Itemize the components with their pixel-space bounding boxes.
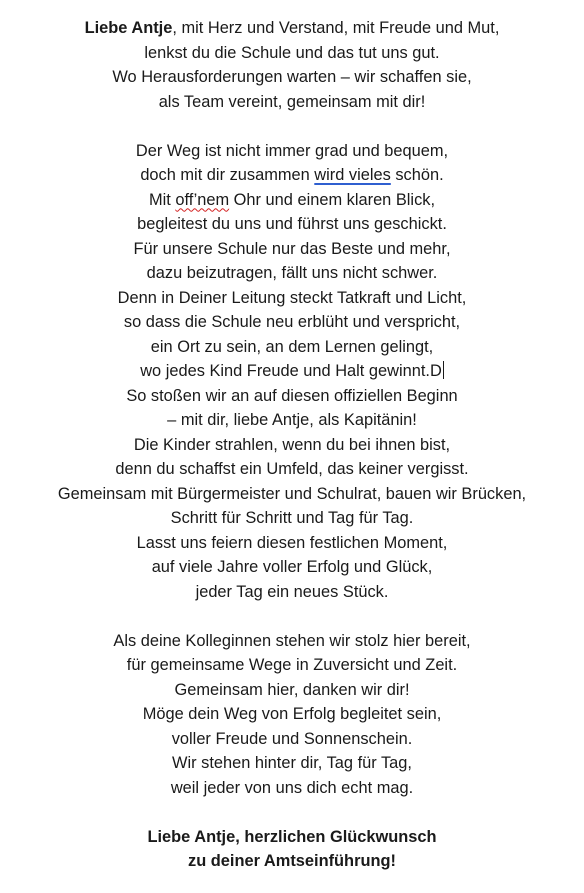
poem-line: begleitest du uns und führst uns geschickt. bbox=[137, 215, 447, 233]
poem-line: Wir stehen hinter dir, Tag für Tag, bbox=[172, 754, 412, 772]
spelling-flagged-word[interactable]: off’nem bbox=[175, 190, 230, 209]
grammar-flagged-text[interactable]: wird vieles bbox=[314, 166, 391, 184]
line-text: Mit bbox=[148, 190, 176, 209]
line-text: Ohr und einem klaren Blick, bbox=[229, 190, 436, 209]
text-cursor bbox=[443, 361, 444, 379]
poem-line: Gemeinsam hier, danken wir dir! bbox=[174, 680, 410, 699]
poem-line: Wo Herausforderungen warten – wir schaffen sie, bbox=[112, 68, 472, 86]
stanza-spacer bbox=[0, 604, 584, 629]
line-text: wo jedes Kind Freude und Halt gewinnt.D bbox=[140, 362, 442, 380]
poem-line: weil jeder von uns dich echt mag. bbox=[170, 778, 414, 797]
closing-greeting bbox=[0, 825, 584, 874]
poem-line bbox=[0, 359, 584, 384]
line-text: , mit Herz und Verstand, mit Freude und Mut, bbox=[172, 19, 500, 37]
stanza-3 bbox=[0, 629, 584, 801]
line-text: doch mit dir zusammen bbox=[140, 166, 315, 184]
poem-line: denn du schaffst ein Umfeld, das keiner vergisst. bbox=[115, 460, 469, 478]
poem-line: lenkst du die Schule und das tut uns gut. bbox=[144, 43, 440, 62]
line-text: schön. bbox=[390, 166, 444, 184]
poem-line: Möge dein Weg von Erfolg begleitet sein, bbox=[142, 705, 442, 723]
poem-line bbox=[0, 188, 584, 213]
poem-line: dazu beizutragen, fällt uns nicht schwer. bbox=[146, 264, 438, 282]
poem-line bbox=[0, 16, 584, 41]
stanza-spacer bbox=[0, 800, 584, 825]
poem-line: Lasst uns feiern diesen festlichen Moment, bbox=[136, 533, 448, 552]
greeting-name: Liebe Antje bbox=[84, 19, 173, 37]
poem-line: – mit dir, liebe Antje, als Kapitänin! bbox=[167, 411, 417, 429]
poem-line bbox=[0, 163, 584, 188]
closing-line: Liebe Antje, herzlichen Glückwunsch bbox=[147, 827, 437, 846]
poem-line: voller Freude und Sonnenschein. bbox=[171, 729, 413, 748]
poem-line: Die Kinder strahlen, wenn du bei ihnen bist, bbox=[133, 435, 451, 454]
poem-line: Gemeinsam mit Bürgermeister und Schulrat, bauen wir Brücken, bbox=[57, 484, 527, 503]
poem-line: Als deine Kolleginnen stehen wir stolz hier bereit, bbox=[113, 631, 471, 650]
poem-line: Denn in Deiner Leitung steckt Tatkraft und Licht, bbox=[117, 288, 467, 307]
closing-line: zu deiner Amtseinführung! bbox=[188, 852, 396, 870]
stanza-1 bbox=[0, 16, 584, 114]
poem-line: als Team vereint, gemeinsam mit dir! bbox=[158, 92, 426, 111]
poem-line: ein Ort zu sein, an dem Lernen gelingt, bbox=[150, 337, 434, 356]
poem-line: Für unsere Schule nur das Beste und mehr, bbox=[133, 239, 451, 258]
poem-line: für gemeinsame Wege in Zuversicht und Zeit. bbox=[126, 656, 458, 674]
poem-line: jeder Tag ein neues Stück. bbox=[195, 582, 389, 601]
poem-line: Der Weg ist nicht immer grad und bequem, bbox=[135, 141, 449, 160]
poem-line: So stoßen wir an auf diesen offiziellen Beginn bbox=[126, 386, 458, 405]
poem-line: Schritt für Schritt und Tag für Tag. bbox=[170, 509, 414, 527]
stanza-spacer bbox=[0, 114, 584, 139]
stanza-2 bbox=[0, 139, 584, 605]
poem-line: auf viele Jahre voller Erfolg und Glück, bbox=[151, 558, 433, 576]
poem-line: so dass die Schule neu erblüht und verspricht, bbox=[123, 313, 461, 331]
